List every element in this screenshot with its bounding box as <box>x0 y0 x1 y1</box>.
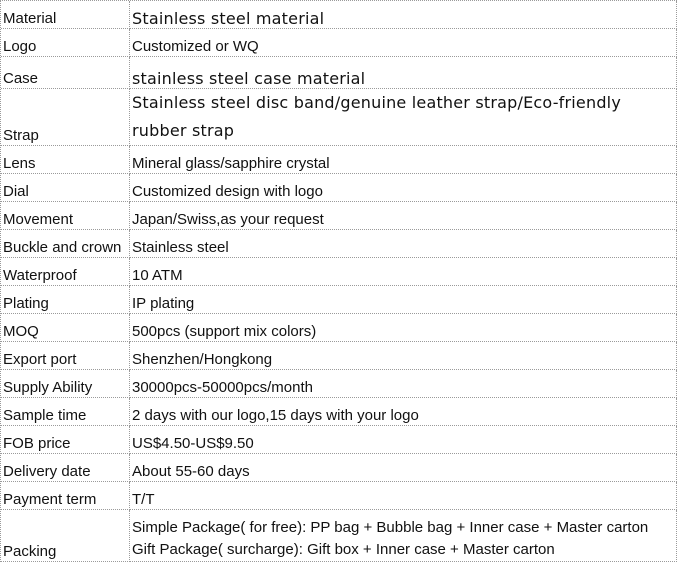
spec-row-supply-ability <box>1 370 677 398</box>
spec-value: 30000pcs-50000pcs/month <box>130 370 677 398</box>
spec-row-payment-term <box>1 482 677 510</box>
spec-value: Japan/Swiss,as your request <box>130 202 677 230</box>
spec-row-waterproof <box>1 258 677 286</box>
spec-value-line: Stainless steel disc band/genuine leather strap/Eco-friendly <box>132 93 621 112</box>
spec-value: Stainless steel material <box>130 1 677 29</box>
spec-label: Supply Ability <box>1 370 130 398</box>
spec-label: FOB price <box>1 426 130 454</box>
spec-value: Stainless steel <box>130 230 677 258</box>
spec-label: Payment term <box>1 482 130 510</box>
spec-label: Plating <box>1 286 130 314</box>
spec-row-packing <box>1 510 677 562</box>
spec-row-plating <box>1 286 677 314</box>
spec-value: 500pcs (support mix colors) <box>130 314 677 342</box>
spec-row-material <box>1 1 677 29</box>
spec-row-fob-price <box>1 426 677 454</box>
spec-value: US$4.50-US$9.50 <box>130 426 677 454</box>
spec-label: Lens <box>1 146 130 174</box>
spec-row-logo <box>1 29 677 57</box>
spec-value: 2 days with our logo,15 days with your logo <box>130 398 677 426</box>
spec-row-export-port <box>1 342 677 370</box>
spec-row-dial <box>1 174 677 202</box>
spec-value: 10 ATM <box>130 258 677 286</box>
spec-value: Customized design with logo <box>130 174 677 202</box>
spec-value-line: Gift Package( surcharge): Gift box + Inner case + Master carton <box>132 541 555 558</box>
spec-label: Buckle and crown <box>1 230 130 258</box>
spec-row-lens <box>1 146 677 174</box>
spec-value: About 55-60 days <box>130 454 677 482</box>
spec-value <box>130 89 677 146</box>
spec-label: Sample time <box>1 398 130 426</box>
spec-value: IP plating <box>130 286 677 314</box>
spec-row-case <box>1 57 677 89</box>
spec-label: MOQ <box>1 314 130 342</box>
spec-row-sample-time <box>1 398 677 426</box>
spec-label: Dial <box>1 174 130 202</box>
spec-value: Shenzhen/Hongkong <box>130 342 677 370</box>
spec-row-strap <box>1 89 677 146</box>
spec-label: Case <box>1 57 130 89</box>
spec-label: Movement <box>1 202 130 230</box>
spec-value <box>130 510 677 562</box>
spec-value: Customized or WQ <box>130 29 677 57</box>
spec-label: Strap <box>1 89 130 146</box>
spec-label: Export port <box>1 342 130 370</box>
spec-label: Packing <box>1 510 130 562</box>
spec-label: Logo <box>1 29 130 57</box>
spec-row-buckle-and-crown <box>1 230 677 258</box>
spec-row-movement <box>1 202 677 230</box>
spec-label: Material <box>1 1 130 29</box>
spec-value: T/T <box>130 482 677 510</box>
spec-value-line: Simple Package( for free): PP bag + Bubble bag + Inner case + Master carton <box>132 519 649 536</box>
spec-label: Delivery date <box>1 454 130 482</box>
spec-row-moq <box>1 314 677 342</box>
spec-row-delivery-date <box>1 454 677 482</box>
spec-value-line: rubber strap <box>132 121 235 140</box>
spec-value: stainless steel case material <box>130 57 677 89</box>
spec-label: Waterproof <box>1 258 130 286</box>
spec-value: Mineral glass/sapphire crystal <box>130 146 677 174</box>
